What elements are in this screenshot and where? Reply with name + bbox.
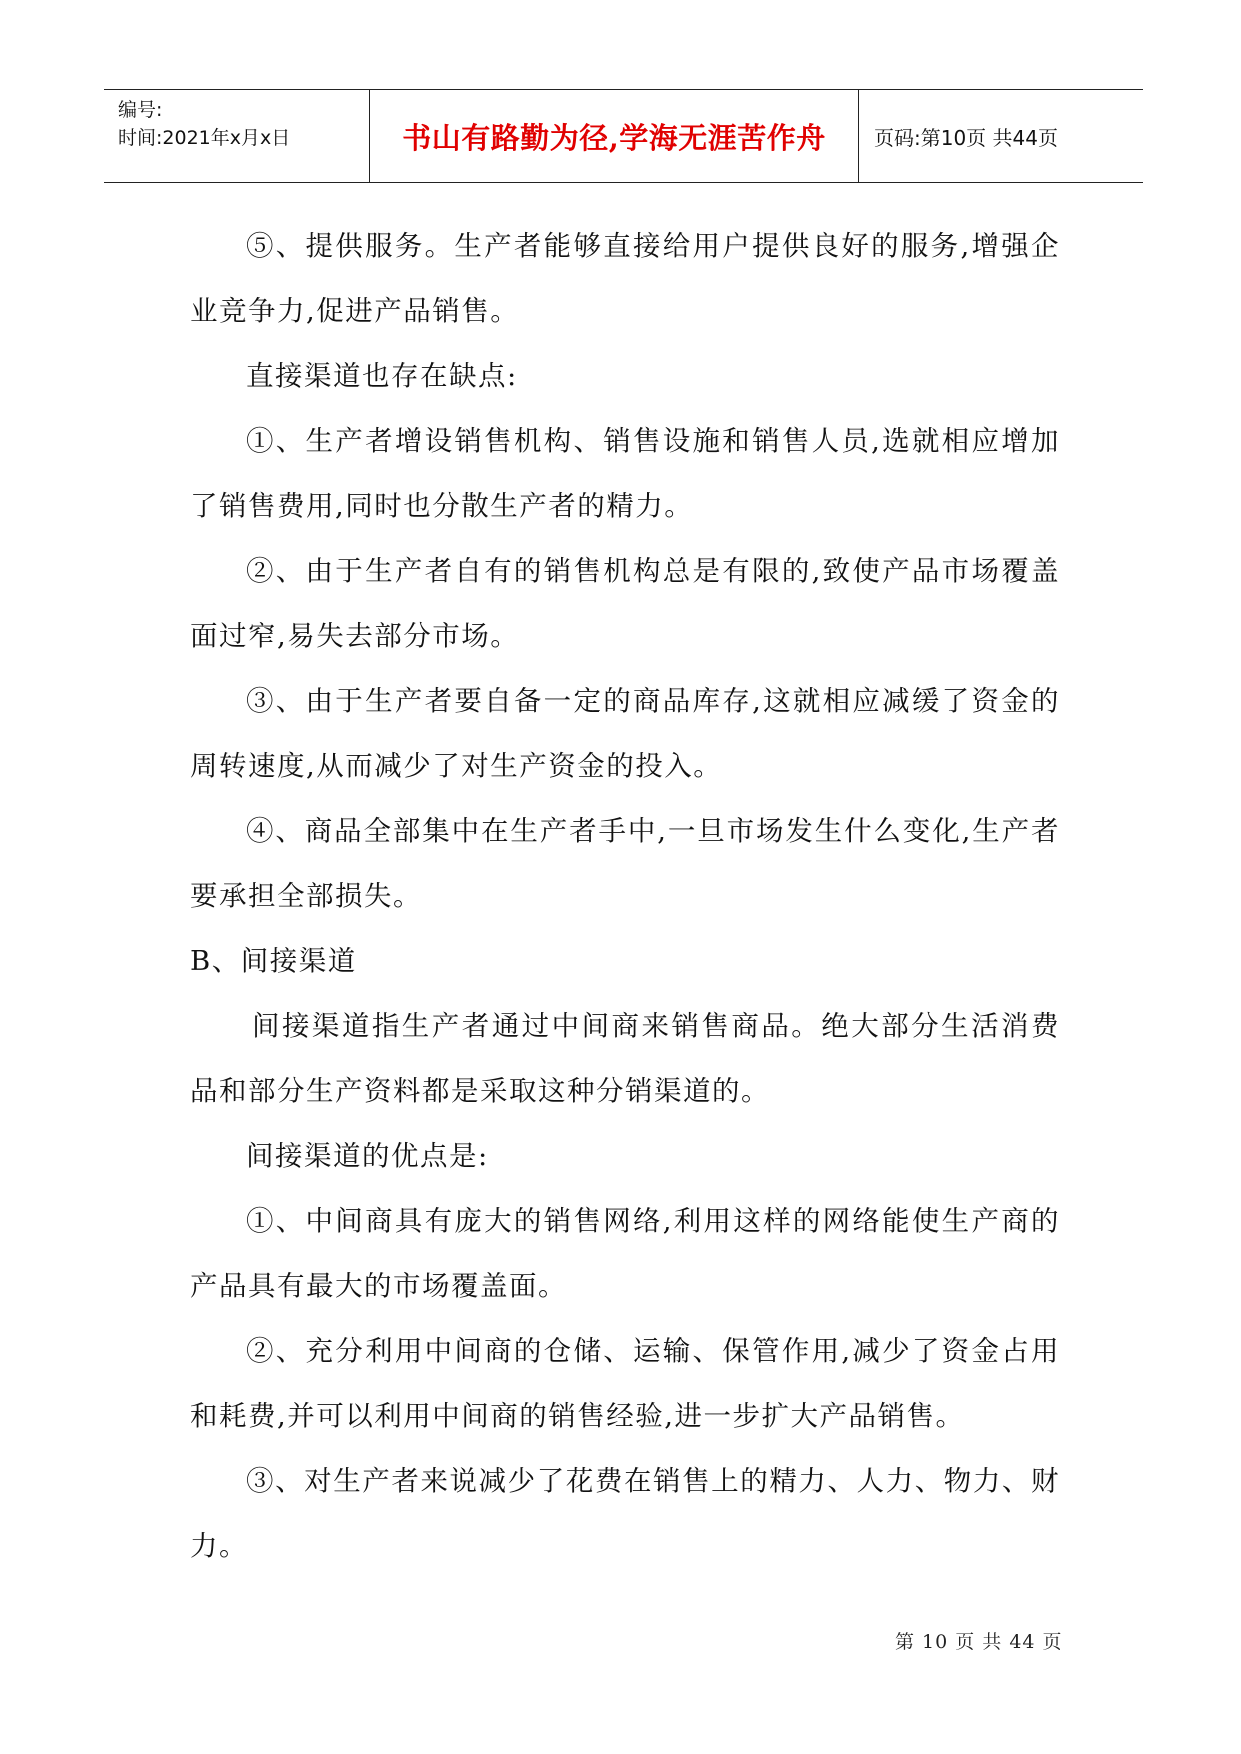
paragraph: 间接渠道指生产者通过中间商来销售商品。绝大部分生活消费品和部分生产资料都是采取这种分销渠道的。	[190, 1010, 1060, 1107]
header-divider	[369, 90, 370, 182]
paragraph: ④、商品全部集中在生产者手中,一旦市场发生什么变化,生产者要承担全部损失。	[190, 815, 1060, 912]
paragraph: ②、充分利用中间商的仓储、运输、保管作用,减少了资金占用和耗费,并可以利用中间商的销售经验,进一步扩大产品销售。	[190, 1335, 1060, 1432]
document-header	[104, 89, 1143, 183]
header-divider	[858, 90, 859, 182]
paragraph: ①、中间商具有庞大的销售网络,利用这样的网络能使生产商的产品具有最大的市场覆盖面。	[190, 1205, 1060, 1302]
document-number-label: 编号:	[118, 99, 163, 121]
header-page-info: 页码:第10页 共44页	[874, 125, 1058, 150]
paragraph: ③、对生产者来说减少了花费在销售上的精力、人力、物力、财力。	[190, 1465, 1060, 1562]
paragraph: ②、由于生产者自有的销售机构总是有限的,致使产品市场覆盖面过窄,易失去部分市场。	[190, 555, 1060, 652]
paragraph: ⑤、提供服务。生产者能够直接给用户提供良好的服务,增强企业竞争力,促进产品销售。	[190, 230, 1060, 327]
paragraph: 直接渠道也存在缺点:	[246, 360, 518, 392]
document-body	[190, 214, 1060, 1579]
page-footer: 第 10 页 共 44 页	[895, 1631, 1063, 1653]
header-motto: 书山有路勤为径,学海无涯苦作舟	[402, 120, 826, 155]
document-date-label: 时间:2021年x月x日	[118, 127, 291, 149]
paragraph: ①、生产者增设销售机构、销售设施和销售人员,选就相应增加了销售费用,同时也分散生产者的精力。	[190, 425, 1060, 522]
section-heading: B、间接渠道	[190, 945, 357, 977]
paragraph: 间接渠道的优点是:	[246, 1140, 489, 1172]
paragraph: ③、由于生产者要自备一定的商品库存,这就相应减缓了资金的周转速度,从而减少了对生产资金的投入。	[190, 685, 1060, 782]
header-meta	[118, 96, 290, 152]
